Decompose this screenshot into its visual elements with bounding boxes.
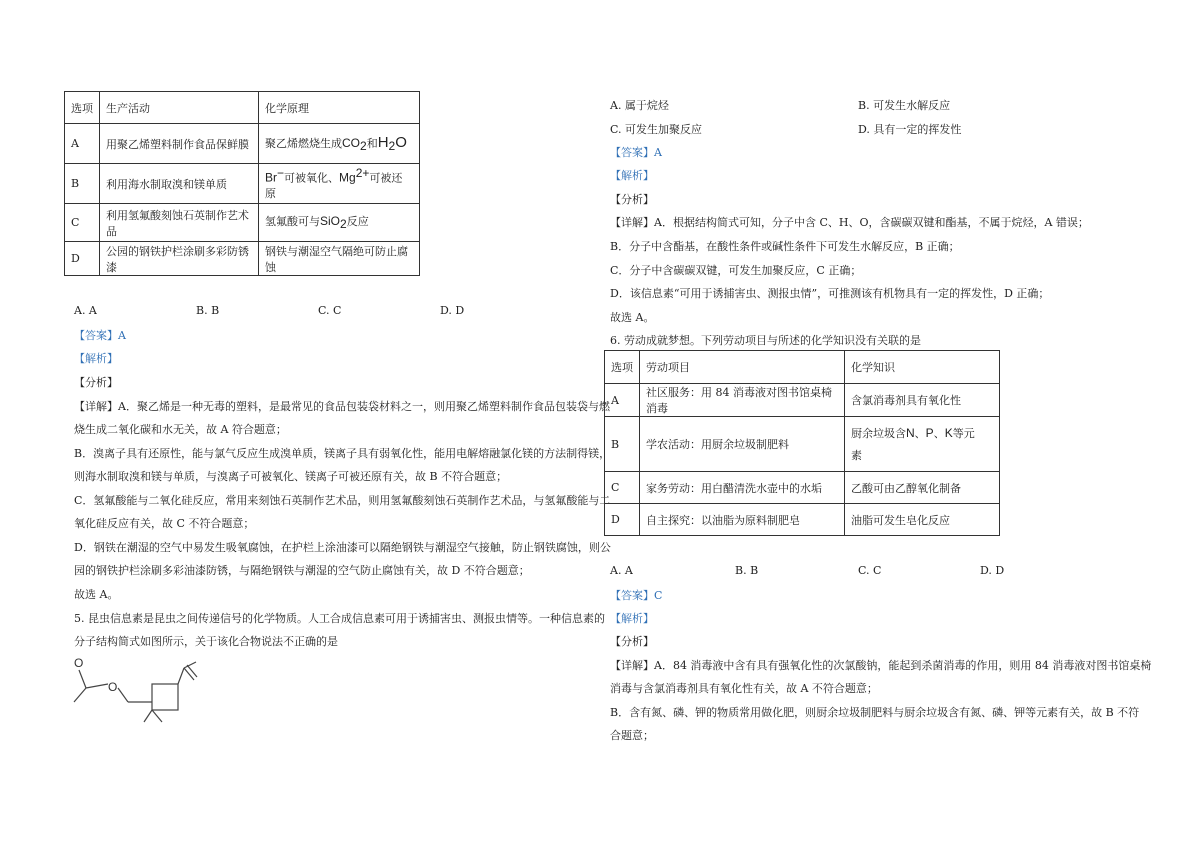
explain-line: B．分子中含酯基，在酸性条件或碱性条件下可发生水解反应，B 正确； [610, 240, 960, 253]
q5-choice-b: B. 可发生水解反应 [858, 99, 951, 112]
question-5-text: 分子结构简式如图所示，关于该化合物说法不正确的是 [74, 635, 338, 648]
explain-line: 故选 A。 [74, 588, 119, 601]
choice-b: B. B [196, 304, 220, 317]
explain-line: 氧化硅反应有关，故 C 不符合题意； [74, 517, 255, 530]
row-option: B [65, 164, 100, 204]
row-knowledge: 油脂可发生皂化反应 [845, 504, 1000, 536]
q6-choice-a: A. A [610, 564, 633, 577]
explain-line: 园的钢铁护栏涂刷多彩油漆防锈，与隔绝钢铁与潮湿的空气防止腐蚀有关，故 D 不符合题意； [74, 564, 530, 577]
explain-line: 【详解】A．根据结构简式可知，分子中含 C、H、O，含碳碳双键和酯基，不属于烷烃，A 错误； [610, 216, 1089, 229]
explain-line: D．该信息素“可用于诱捕害虫、测报虫情”，可推测该有机物具有一定的挥发性，D 正确； [610, 287, 1050, 300]
molecule-structure-diagram [70, 654, 210, 726]
explain-line: 合题意； [610, 729, 654, 742]
row-option: C [605, 472, 640, 504]
table-row [605, 417, 1000, 472]
fenxi-q5: 【分析】 [610, 193, 654, 206]
svg-text:O: O [108, 680, 118, 694]
row-principle: Br−可被氧化、$Mg^{2+}$可被还原 [259, 164, 420, 204]
answer-q5: 【答案】A [610, 146, 662, 159]
row-activity: 利用氢氟酸刻蚀石英制作艺术品 [100, 204, 259, 242]
table-header-option: 选项 [605, 351, 640, 384]
table-row [65, 204, 420, 242]
explain-line: 【详解】A．聚乙烯是一种无毒的塑料，是最常见的食品包装袋材料之一，则用聚乙烯塑料制作食品包装袋与燃 [74, 400, 610, 413]
q5-choice-d: D. 具有一定的挥发性 [858, 123, 962, 136]
table-row [65, 124, 420, 164]
answer-q4: 【答案】A [74, 329, 126, 342]
row-option: C [65, 204, 100, 242]
choice-a: A. A [74, 304, 97, 317]
row-option: D [65, 242, 100, 276]
choice-c: C. C [318, 304, 342, 317]
explain-line: 则海水制取溴和镁与单质，与溴离子可被氧化、镁离子可被还原有关，故 B 不符合题意； [74, 470, 508, 483]
row-option: B [605, 417, 640, 472]
row-knowledge: 含氯消毒剂具有氧化性 [845, 384, 1000, 417]
row-option: A [605, 384, 640, 417]
q6-choice-b: B. B [735, 564, 759, 577]
explain-line: 【详解】A．84 消毒液中含有具有强氧化性的次氯酸钠，能起到杀菌消毒的作用，则用 84 消毒液对图书馆桌椅 [610, 659, 1152, 672]
row-knowledge: 乙酸可由乙醇氧化制备 [845, 472, 1000, 504]
table-header-principle: 化学原理 [259, 92, 420, 124]
table-header-activity: 生产活动 [100, 92, 259, 124]
q6-choice-d: D. D [980, 564, 1005, 577]
explain-line: 烧生成二氧化碳和水无关，故 A 符合题意； [74, 423, 287, 436]
row-knowledge: 厨余垃圾含N、P、K等元 素 [845, 417, 1000, 472]
row-activity: 用聚乙烯塑料制作食品保鲜膜 [100, 124, 259, 164]
table-q6 [604, 350, 1000, 536]
row-principle: 氢氟酸可与SiO$_2$反应 [259, 204, 420, 242]
table-q4 [64, 91, 420, 276]
explain-line: C．分子中含碳碳双键，可发生加聚反应，C 正确； [610, 264, 862, 277]
question-6-text: 6. 劳动成就梦想。下列劳动项目与所述的化学知识没有关联的是 [610, 334, 921, 347]
row-item: 社区服务：用 84 消毒液对图书馆桌椅消毒 [640, 384, 845, 417]
explain-line: D．钢铁在潮湿的空气中易发生吸氧腐蚀，在护栏上涂油漆可以隔绝钢铁与潮湿空气接触，防止钢铁腐蚀，则公 [74, 541, 611, 554]
row-activity: 利用海水制取溴和镁单质 [100, 164, 259, 204]
table-header-option: 选项 [65, 92, 100, 124]
row-option: A [65, 124, 100, 164]
explain-line: B．溴离子具有还原性，能与氯气反应生成溴单质，镁离子具有弱氧化性，能用电解熔融氯化镁的方法制得镁， [74, 447, 611, 460]
analysis-tag-q4: 【解析】 [74, 352, 118, 365]
row-principle: 聚乙烯燃烧生成$CO_2$和$H_2O$ [259, 124, 420, 164]
explain-line: B．含有氮、磷、钾的物质常用做化肥，则厨余垃圾制肥料与厨余垃圾含有氮、磷、钾等元素有关，故 B 不符 [610, 706, 1140, 719]
oxygen-label: O [74, 656, 84, 670]
analysis-tag-q6: 【解析】 [610, 612, 654, 625]
question-5-text: 5. 昆虫信息素是昆虫之间传递信号的化学物质。人工合成信息素可用于诱捕害虫、测报虫情等。一种信息素的 [74, 612, 605, 625]
table-row [605, 472, 1000, 504]
row-activity: 公园的钢铁护栏涂刷多彩防锈漆 [100, 242, 259, 276]
row-item: 自主探究：以油脂为原料制肥皂 [640, 504, 845, 536]
table-row [605, 384, 1000, 417]
table-header-knowledge: 化学知识 [845, 351, 1000, 384]
row-option: D [605, 504, 640, 536]
row-item: 家务劳动：用白醋清洗水壶中的水垢 [640, 472, 845, 504]
answer-q6: 【答案】C [610, 589, 663, 602]
q5-choice-c: C. 可发生加聚反应 [610, 123, 703, 136]
table-header-item: 劳动项目 [640, 351, 845, 384]
table-row [605, 504, 1000, 536]
analysis-tag-q5: 【解析】 [610, 169, 654, 182]
fenxi-q6: 【分析】 [610, 635, 654, 648]
q6-choice-c: C. C [858, 564, 882, 577]
fenxi-q4: 【分析】 [74, 376, 118, 389]
table-row [65, 242, 420, 276]
choice-d: D. D [440, 304, 465, 317]
explain-line: C．氢氟酸能与二氧化硅反应，常用来刻蚀石英制作艺术品，则用氢氟酸刻蚀石英制作艺术品，与氢氟酸能与二 [74, 494, 611, 507]
row-item: 学农活动：用厨余垃圾制肥料 [640, 417, 845, 472]
table-row [65, 164, 420, 204]
row-principle: 钢铁与潮湿空气隔绝可防止腐蚀 [259, 242, 420, 276]
explain-line: 消毒与含氯消毒剂具有氧化性有关，故 A 不符合题意； [610, 682, 878, 695]
explain-line: 故选 A。 [610, 311, 655, 324]
q5-choice-a: A. 属于烷烃 [610, 99, 669, 112]
